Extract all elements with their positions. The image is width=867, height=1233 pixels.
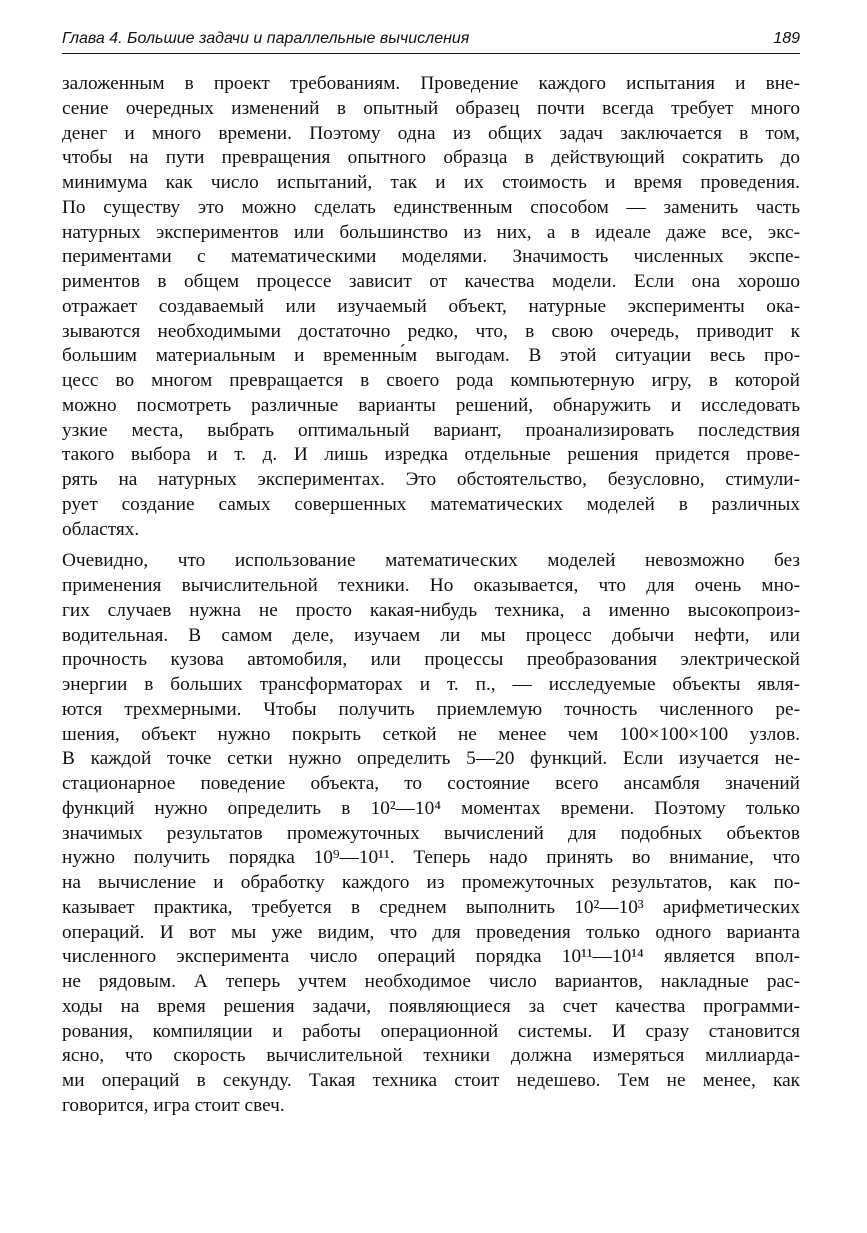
text-line: применения вычислительной техники. Но оказывается, что для очень мно-: [62, 575, 800, 596]
book-page: [62, 28, 800, 1119]
text-line: можно посмотреть различные варианты решений, обнаружить и исследовать: [62, 394, 800, 416]
text-line: зываются необходимыми достаточно редко, что, в свою очередь, приводит к: [62, 320, 800, 342]
text-line: рять на натурных экспериментах. Это обстоятельство, безусловно, стимули-: [62, 469, 800, 490]
text-line: стационарное поведение объекта, то состояние всего ансамбля значений: [62, 773, 800, 794]
text-line: минимума как число испытаний, так и их стоимость и время проведения.: [62, 172, 800, 193]
text-line: прочность кузова автомобиля, или процессы преобразования электрической: [62, 649, 800, 671]
text-line: значимых результатов промежуточных вычислений для подобных объектов: [62, 822, 800, 844]
text-line: шения, объект нужно покрыть сеткой не менее чем 100×100×100 узлов.: [62, 723, 800, 745]
text-line: численного эксперимента число операций порядка 10¹¹—10¹⁴ является впол-: [62, 946, 800, 968]
text-line: рует создание самых совершенных математических моделей в различных: [62, 493, 800, 515]
text-line: ются трехмерными. Чтобы получить приемлемую точность численного ре-: [62, 698, 800, 720]
text-line: такого выбора и т. д. И лишь изредка отдельные решения придется прове-: [62, 444, 800, 466]
body-text: [62, 72, 800, 1119]
text-line: В каждой точке сетки нужно определить 5—20 функций. Если изучается не-: [62, 748, 800, 770]
text-line: казывает практика, требуется в среднем выполнить 10²—10³ арифметических: [62, 896, 800, 918]
text-line: операций. И вот мы уже видим, что для проведения только одного варианта: [62, 921, 800, 943]
text-line: денег и много времени. Поэтому одна из общих задач заключается в том,: [62, 122, 800, 144]
text-line: натурных экспериментов или большинство из них, а в идеале даже все, экс-: [62, 221, 800, 243]
page-number: 189: [773, 30, 800, 47]
paragraph-2: [62, 549, 800, 1118]
text-line: функций нужно определить в 10²—10⁴ моментах времени. Поэтому только: [62, 797, 800, 819]
text-line: заложенным в проект требованиям. Проведение каждого испытания и вне-: [62, 73, 800, 94]
text-line: риментов в общем процессе зависит от качества модели. Если она хорошо: [62, 271, 800, 292]
text-line: По существу это можно сделать единственным способом — заменить часть: [62, 196, 800, 218]
text-line: водительная. В самом деле, изучаем ли мы процесс добычи нефти, или: [62, 624, 800, 646]
text-line: ми операций в секунду. Такая техника стоит недешево. Тем не менее, как: [62, 1070, 800, 1091]
text-line: периментами с математическими моделями. Значимость численных экспе-: [62, 246, 800, 268]
text-line: большим материальным и временны́м выгодам. В этой ситуации весь про-: [62, 345, 800, 367]
text-line: гих случаев нужна не просто какая-нибудь техника, а именно высокопроиз-: [62, 599, 800, 621]
text-line: ясно, что скорость вычислительной техники должна измеряться миллиарда-: [62, 1045, 800, 1067]
text-line: областях.: [62, 518, 140, 540]
text-line: говорится, игра стоит свеч.: [62, 1094, 285, 1116]
chapter-title: Глава 4. Большие задачи и параллельные вычисления: [62, 30, 470, 47]
paragraph-gap: [62, 542, 800, 549]
text-line: рования, компиляции и работы операционной системы. И сразу становится: [62, 1020, 800, 1042]
text-line: энергии в больших трансформаторах и т. п., — исследуемые объекты явля-: [62, 674, 800, 695]
text-line: нужно получить порядка 10⁹—10¹¹. Теперь надо принять во внимание, что: [62, 847, 800, 869]
text-line: чтобы на пути превращения опытного образца в действующий сократить до: [62, 147, 800, 169]
text-line: Очевидно, что использование математических моделей невозможно без: [62, 550, 800, 572]
text-line: узкие места, выбрать оптимальный вариант, проанализировать последствия: [62, 419, 800, 441]
text-line: отражает создаваемый или изучаемый объект, натурные эксперименты ока-: [62, 295, 800, 317]
text-line: сение очередных изменений в опытный образец почти всегда требует много: [62, 97, 800, 119]
text-line: ходы на время решения задачи, появляющиеся за счет качества программи-: [62, 995, 800, 1017]
text-line: на вычисление и обработку каждого из промежуточных результатов, как по-: [62, 872, 800, 893]
text-line: цесс во многом превращается в своего рода компьютерную игру, в которой: [62, 370, 800, 391]
paragraph-1: [62, 72, 800, 542]
text-line: не рядовым. А теперь учтем необходимое число вариантов, накладные рас-: [62, 971, 800, 992]
running-head: [62, 28, 800, 54]
